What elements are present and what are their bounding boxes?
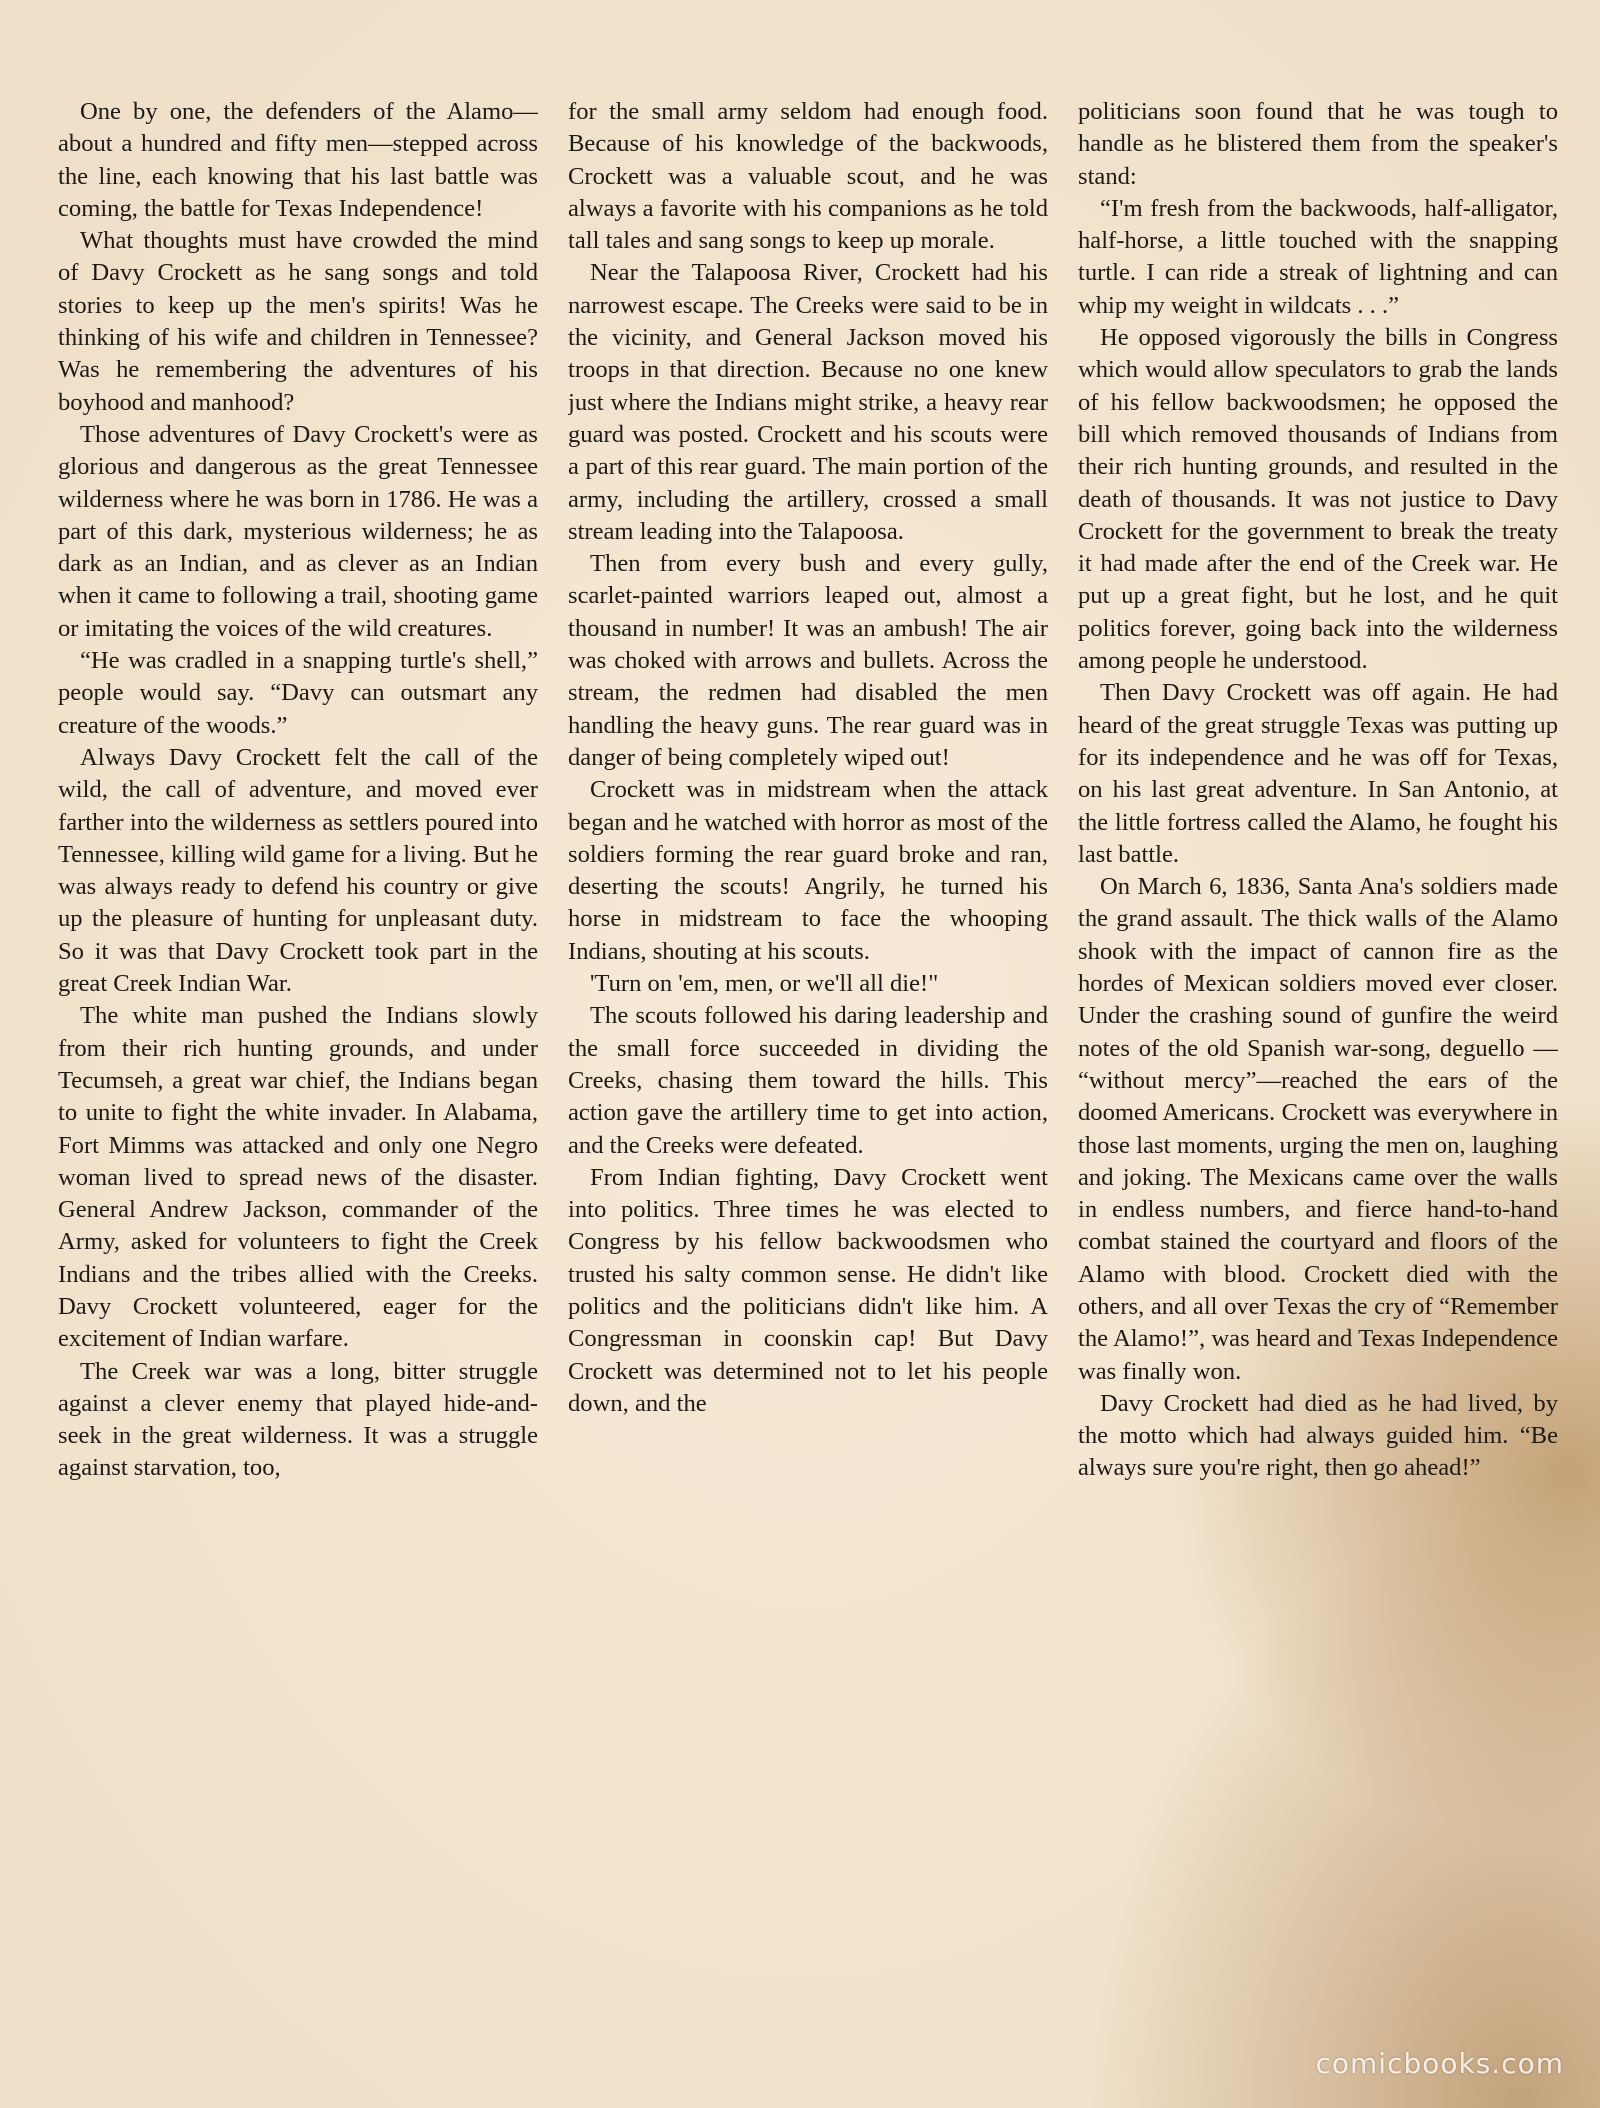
paragraph: 'Turn on 'em, men, or we'll all die!" [590, 970, 939, 998]
article-page [58, 96, 1558, 2056]
paragraph: The white man pushed the Indians slowly from their rich hunting grounds, and under Tecumseh, a great war chief, the Indians began to unite to fight the white invader. In Alabama, Fort Mimms was attacked and only one Negro woman lived to spread news of the disaster. General Andrew Jackson, commander of the Army, asked for volunteers to fight the Creek Indians and the tribes allied with the Creeks. Davy Crockett volunteered, eager for the excitement of Indian warfare. [58, 1002, 538, 1353]
paragraph: From Indian fighting, Davy Crockett went into politics. Three times he was elected to Congress by his fellow backwoodsmen who trusted his salty common sense. He didn't like politics and the politicians didn't like him. A Congressman in coonskin cap! But Davy Crockett was determined not to let his people down, and the [568, 1163, 1048, 1417]
paragraph: The scouts followed his daring leadership and the small force succeeded in dividing the Creeks, chasing them toward the hills. This action gave the artillery time to get into action, and the Creeks were defeated. [568, 1002, 1048, 1159]
site-watermark: comicbooks.com [1315, 2047, 1564, 2080]
paragraph: Near the Talapoosa River, Crockett had his narrowest escape. The Creeks were said to be in the vicinity, and General Jackson moved his troops in that direction. Because no one knew just where the Indians might strike, a heavy rear guard was posted. Crockett and his scouts were a part of this rear guard. The main portion of the army, including the artillery, crossed a small stream leading into the Talapoosa. [568, 259, 1048, 545]
paragraph: Always Davy Crockett felt the call of the wild, the call of adventure, and moved ever farther into the wilderness as settlers poured into Tennessee, killing wild game for a living. But he was always ready to defend his country or give up the pleasure of hunting for unpleasant duty. So it was that Davy Crockett took part in the great Creek Indian War. [58, 743, 538, 998]
text-column-3 [1078, 96, 1558, 2056]
paragraph: Davy Crockett had died as he had lived, by the motto which had always guided him. “Be always sure you're right, then go ahead!” [1078, 1389, 1558, 1482]
paragraph: One by one, the defenders of the Alamo—about a hundred and fifty men—stepped across the line, each knowing that his last battle was coming, the battle for Texas Independence! [58, 98, 538, 222]
paragraph: politicians soon found that he was tough to handle as he blistered them from the speaker's stand: [1078, 98, 1558, 190]
text-column-2 [568, 96, 1048, 2056]
paragraph: Those adventures of Davy Crockett's were as glorious and dangerous as the great Tennessee wilderness where he was born in 1786. He was a part of this dark, mysterious wilderness; he as dark as an Indian, and as clever as an Indian when it came to following a trail, shooting game or imitating the voices of the wild creatures. [58, 420, 538, 642]
paragraph: What thoughts must have crowded the mind of Davy Crockett as he sang songs and told stories to keep up the men's spirits! Was he thinking of his wife and children in Tennessee? Was he remembering the adventures of his boyhood and manhood? [58, 227, 538, 416]
text-column-1 [58, 96, 538, 2056]
paragraph: On March 6, 1836, Santa Ana's soldiers made the grand assault. The thick walls of the Alamo shook with the impact of cannon fire as the hordes of Mexican soldiers moved ever closer. Under the crashing sound of gunfire the weird notes of the old Spanish war-song, deguello — “without mercy”—reached the ears of the doomed Americans. Crockett was everywhere in those last moments, urging the men on, laughing and joking. The Mexicans came over the walls in endless numbers, and fierce hand-to-hand combat stained the courtyard and floors of the Alamo with blood. Crockett died with the others, and all over Texas the cry of “Remember the Alamo!”, was heard and Texas Independence was finally won. [1078, 873, 1558, 1385]
paragraph: He opposed vigorously the bills in Congress which would allow speculators to grab the lands of his fellow backwoodsmen; he opposed the bill which removed thousands of Indians from their rich hunting grounds, and resulted in the death of thousands. It was not justice to Davy Crockett for the government to break the treaty it had made after the end of the Creek war. He put up a great fight, but he lost, and he quit politics forever, going back into the wilderness among people he understood. [1078, 324, 1558, 675]
paragraph: The Creek war was a long, bitter struggle against a clever enemy that played hide-and-seek in the great wilderness. It was a struggle against starvation, too, [58, 1357, 538, 1482]
paragraph: Crockett was in midstream when the attack began and he watched with horror as most of the soldiers forming the rear guard broke and ran, deserting the scouts! Angrily, he turned his horse in midstream to face the whooping Indians, shouting at his scouts. [568, 776, 1048, 965]
paragraph: “He was cradled in a snapping turtle's shell,” people would say. “Davy can outsmart any creature of the woods.” [58, 647, 538, 739]
paragraph: for the small army seldom had enough food. Because of his knowledge of the backwoods, Crockett was a valuable scout, and he was always a favorite with his companions as he told tall tales and sang songs to keep up morale. [568, 98, 1048, 255]
paragraph: “I'm fresh from the backwoods, half-alligator, half-horse, a little touched with the snapping turtle. I can ride a streak of lightning and can whip my weight in wildcats . . .” [1078, 194, 1558, 319]
paragraph: Then from every bush and every gully, scarlet-painted warriors leaped out, almost a thousand in number! It was an ambush! The air was choked with arrows and bullets. Across the stream, the redmen had disabled the men handling the heavy guns. The rear guard was in danger of being completely wiped out! [568, 550, 1048, 771]
paragraph: Then Davy Crockett was off again. He had heard of the great struggle Texas was putting up for its independence and he was off for Texas, on his last great adventure. In San Antonio, at the little fortress called the Alamo, he fought his last battle. [1078, 679, 1558, 868]
